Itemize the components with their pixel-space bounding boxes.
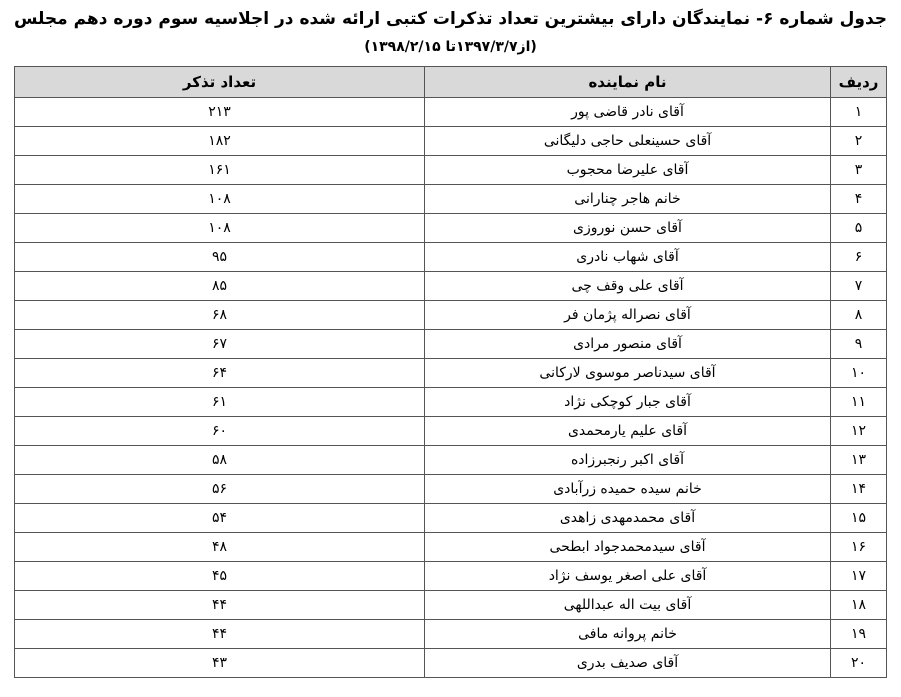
row-index-cell: ۱	[831, 98, 887, 127]
table-row	[15, 98, 887, 127]
notice-count-cell: ۵۶	[15, 475, 425, 504]
table-row	[15, 243, 887, 272]
notice-count-cell: ۶۸	[15, 301, 425, 330]
representative-name-cell: آقای جبار کوچکی نژاد	[425, 388, 831, 417]
table-row	[15, 127, 887, 156]
table-row	[15, 272, 887, 301]
notice-count-cell: ۱۸۲	[15, 127, 425, 156]
row-index-cell: ۲	[831, 127, 887, 156]
row-index-cell: ۵	[831, 214, 887, 243]
representative-name-cell: آقای علیرضا محجوب	[425, 156, 831, 185]
table-row	[15, 620, 887, 649]
table-row	[15, 591, 887, 620]
table-row	[15, 185, 887, 214]
notice-count-cell: ۴۳	[15, 649, 425, 678]
table-row	[15, 156, 887, 185]
notice-count-cell: ۱۰۸	[15, 185, 425, 214]
notice-count-cell: ۵۸	[15, 446, 425, 475]
representative-name-cell: آقای سیدمحمدجواد ابطحی	[425, 533, 831, 562]
row-index-cell: ۱۵	[831, 504, 887, 533]
header-index: ردیف	[831, 67, 887, 98]
row-index-cell: ۹	[831, 330, 887, 359]
table-row	[15, 388, 887, 417]
table-subtitle-date-range: (از۱۳۹۷/۳/۷تا ۱۳۹۸/۲/۱۵)	[364, 39, 537, 55]
row-index-cell: ۱۲	[831, 417, 887, 446]
table-row	[15, 359, 887, 388]
representative-name-cell: خانم هاجر چنارانی	[425, 185, 831, 214]
row-index-cell: ۸	[831, 301, 887, 330]
representative-name-cell: آقای علی وقف چی	[425, 272, 831, 301]
notice-count-cell: ۵۴	[15, 504, 425, 533]
header-count: تعداد تذکر	[15, 67, 425, 98]
row-index-cell: ۷	[831, 272, 887, 301]
notice-count-cell: ۱۰۸	[15, 214, 425, 243]
representative-name-cell: آقای منصور مرادی	[425, 330, 831, 359]
representative-name-cell: آقای شهاب نادری	[425, 243, 831, 272]
row-index-cell: ۱۹	[831, 620, 887, 649]
table-row	[15, 446, 887, 475]
row-index-cell: ۴	[831, 185, 887, 214]
representatives-table	[14, 66, 887, 678]
table-title: جدول شماره ۶- نمایندگان دارای بیشترین تعداد تذکرات کتبی ارائه شده در اجلاسیه سوم دوره دهم مجلس	[13, 9, 888, 29]
representative-name-cell: آقای نادر قاضی پور	[425, 98, 831, 127]
representative-name-cell: آقای حسن نوروزی	[425, 214, 831, 243]
table-row	[15, 649, 887, 678]
row-index-cell: ۱۴	[831, 475, 887, 504]
row-index-cell: ۳	[831, 156, 887, 185]
table-body	[15, 98, 887, 678]
notice-count-cell: ۱۶۱	[15, 156, 425, 185]
table-row	[15, 475, 887, 504]
representative-name-cell: آقای علیم یارمحمدی	[425, 417, 831, 446]
row-index-cell: ۱۰	[831, 359, 887, 388]
table-row	[15, 417, 887, 446]
row-index-cell: ۱۸	[831, 591, 887, 620]
representative-name-cell: آقای حسینعلی حاجی دلیگانی	[425, 127, 831, 156]
row-index-cell: ۲۰	[831, 649, 887, 678]
table-row	[15, 504, 887, 533]
row-index-cell: ۱۳	[831, 446, 887, 475]
table-row	[15, 301, 887, 330]
row-index-cell: ۱۷	[831, 562, 887, 591]
notice-count-cell: ۹۵	[15, 243, 425, 272]
representative-name-cell: خانم سیده حمیده زرآبادی	[425, 475, 831, 504]
representative-name-cell: آقای علی اصغر یوسف نژاد	[425, 562, 831, 591]
notice-count-cell: ۲۱۳	[15, 98, 425, 127]
notice-count-cell: ۴۴	[15, 620, 425, 649]
table-row	[15, 214, 887, 243]
table-row	[15, 562, 887, 591]
representative-name-cell: آقای سیدناصر موسوی لارکانی	[425, 359, 831, 388]
representative-name-cell: آقای بیت اله عبداللهی	[425, 591, 831, 620]
notice-count-cell: ۸۵	[15, 272, 425, 301]
representative-name-cell: خانم پروانه مافی	[425, 620, 831, 649]
header-name: نام نماینده	[425, 67, 831, 98]
notice-count-cell: ۶۰	[15, 417, 425, 446]
notice-count-cell: ۶۷	[15, 330, 425, 359]
representative-name-cell: آقای صدیف بدری	[425, 649, 831, 678]
notice-count-cell: ۶۴	[15, 359, 425, 388]
representative-name-cell: آقای اکبر رنجبرزاده	[425, 446, 831, 475]
row-index-cell: ۱۶	[831, 533, 887, 562]
row-index-cell: ۱۱	[831, 388, 887, 417]
table-row	[15, 533, 887, 562]
notice-count-cell: ۶۱	[15, 388, 425, 417]
representative-name-cell: آقای نصراله پژمان فر	[425, 301, 831, 330]
table-row	[15, 330, 887, 359]
row-index-cell: ۶	[831, 243, 887, 272]
representative-name-cell: آقای محمدمهدی زاهدی	[425, 504, 831, 533]
notice-count-cell: ۴۸	[15, 533, 425, 562]
notice-count-cell: ۴۵	[15, 562, 425, 591]
notice-count-cell: ۴۴	[15, 591, 425, 620]
table-header-row	[15, 67, 887, 98]
